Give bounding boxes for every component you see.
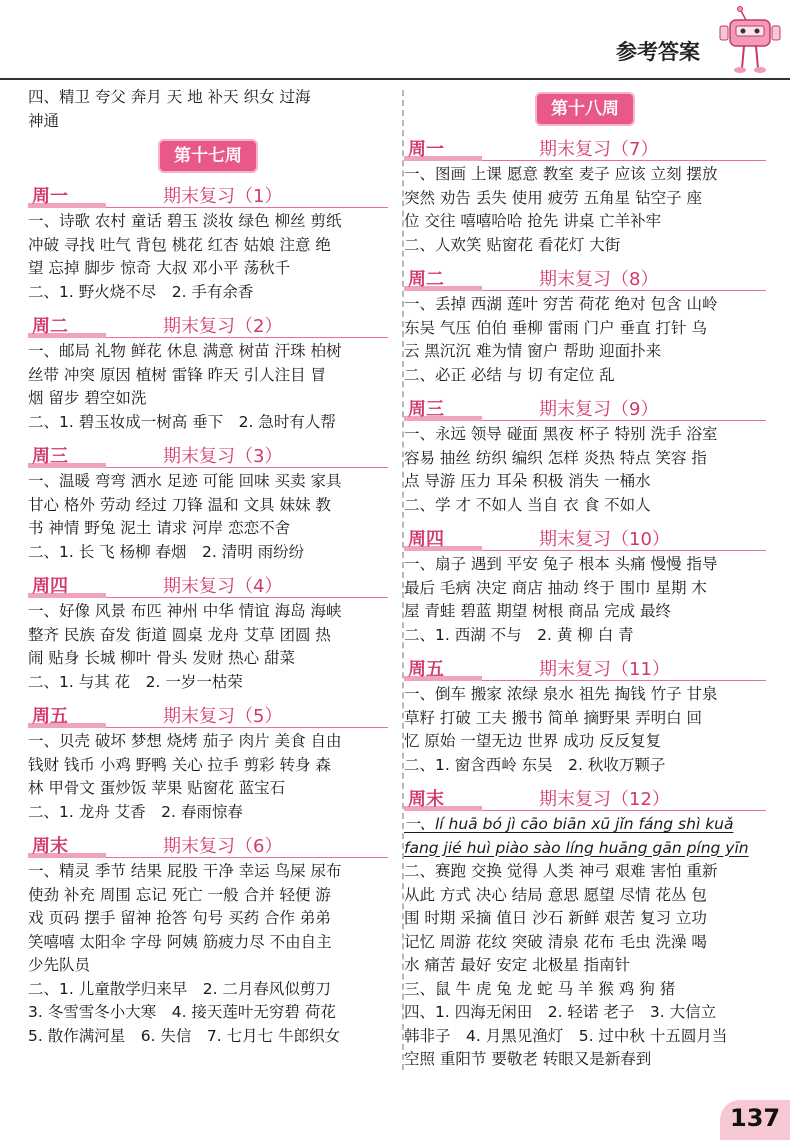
day-label: 周三 (32, 446, 68, 467)
answer-line: 位 交往 嘻嘻哈哈 抢先 讲桌 亡羊补牢 (404, 212, 662, 230)
answer-line: 四、精卫 夸父 奔月 天 地 补天 织女 过海 (28, 88, 311, 106)
answer-line: 书 神情 野兔 泥土 请求 河岸 恋恋不舍 (28, 519, 291, 537)
mascot-robot-icon (716, 6, 784, 76)
day-label: 周末 (32, 836, 68, 857)
answer-line: 三、鼠 牛 虎 兔 龙 蛇 马 羊 猴 鸡 狗 猪 (404, 979, 676, 998)
answer-line: 水 痛苦 最好 安定 北极星 指南针 (404, 956, 631, 974)
day-label: 周四 (408, 529, 444, 550)
header-rule (0, 78, 790, 80)
day-heading (404, 521, 766, 553)
answer-line: 神通 (28, 111, 60, 130)
day-heading (404, 781, 766, 813)
answer-line: 少先队员 (28, 956, 91, 974)
answer-line: 笑嘻嘻 太阳伞 字母 阿姨 筋疲力尽 不由自主 (28, 932, 332, 951)
answer-line: 草籽 打破 工夫 搬书 简单 摘野果 弄明白 回 (404, 708, 702, 727)
answer-line: 云 黑沉沉 难为情 窗户 帮助 迎面扑来 (404, 342, 662, 360)
answer-line: 甘心 格外 劳动 经过 刀锋 温和 文具 妹妹 教 (28, 495, 331, 514)
answer-line: 二、1. 窗含西岭 东吴 2. 秋收万颗子 (404, 755, 666, 774)
week-banner (28, 139, 388, 173)
answer-line: 一、倒车 搬家 浓绿 泉水 祖先 掏钱 竹子 甘泉 (404, 685, 718, 703)
answer-line: 二、学 才 不如人 当自 衣 食 不如人 (404, 495, 651, 514)
answer-line: 丝带 冲突 原因 植树 雷锋 昨天 引人注目 冒 (28, 365, 326, 384)
topic-label: 期末复习（1） (163, 186, 283, 207)
answer-line: 使劲 补充 周围 忘记 死亡 一般 合并 轻便 游 (28, 885, 331, 904)
answer-line: 突然 劝告 丢失 使用 疲劳 五角星 钻空子 座 (404, 188, 702, 207)
week-badge: 第十八周 (535, 92, 635, 126)
topic-label: 期末复习（9） (539, 399, 659, 420)
day-label: 周五 (408, 659, 444, 680)
day-label: 周五 (32, 706, 68, 727)
topic-label: 期末复习（10） (539, 529, 670, 550)
answer-line: 二、必正 必结 与 切 有定位 乱 (404, 365, 615, 384)
topic-label: 期末复习（6） (163, 836, 283, 857)
answer-line: 围 时期 采摘 值日 沙石 新鲜 艰苦 复习 立功 (404, 909, 707, 927)
answer-line: 二、1. 龙舟 艾香 2. 春雨惊春 (28, 802, 243, 821)
topic-label: 期末复习（4） (163, 576, 283, 597)
day-heading (404, 651, 766, 683)
day-heading (404, 391, 766, 423)
answer-line: 二、赛跑 交换 觉得 人类 神弓 艰难 害怕 重新 (404, 862, 718, 880)
answer-line: 容易 抽丝 纺织 编织 怎样 炎热 特点 笑容 指 (404, 448, 707, 467)
day-label: 周末 (408, 789, 444, 810)
answer-line: 一、精灵 季节 结果 屁股 干净 幸运 鸟屎 尿布 (28, 862, 342, 880)
day-label: 周一 (408, 139, 444, 160)
answer-line: 一、诗歌 农村 童话 碧玉 淡妆 绿色 柳丝 剪纸 (28, 212, 342, 230)
topic-label: 期末复习（12） (539, 789, 670, 810)
answer-line: 一、邮局 礼物 鲜花 休息 满意 树苗 汗珠 柏树 (28, 342, 342, 360)
answer-line: 一、温暖 弯弯 洒水 足迹 可能 回味 买卖 家具 (28, 472, 342, 490)
day-heading (404, 261, 766, 293)
answer-line: 二、1. 西湖 不与 2. 黄 柳 白 青 (404, 625, 634, 644)
day-heading (28, 828, 388, 860)
answer-line: 冲破 寻找 吐气 背包 桃花 红杏 姑娘 注意 绝 (28, 235, 331, 254)
page-header-title: 参考答案 (616, 40, 700, 64)
topic-label: 期末复习（8） (539, 269, 659, 290)
answer-line: 空照 重阳节 要敬老 转眼又是新春到 (404, 1050, 652, 1068)
answer-line: 韩非子 4. 月黑见渔灯 5. 过中秋 十五圆月当 (404, 1026, 728, 1045)
pinyin-answer-line: 一、lí huā bó jì cāo biān xū jǐn fáng shì kuǎ (404, 815, 734, 833)
right-column (404, 86, 766, 1072)
left-column (28, 86, 388, 1048)
answer-line: 3. 冬雪雪冬小大寒 4. 接天莲叶无穷碧 荷花 (28, 1003, 336, 1021)
answer-line: 二、人欢笑 贴窗花 看花灯 大街 (404, 235, 621, 254)
page-number: 137 (730, 1104, 781, 1132)
answer-line: 二、1. 儿童散学归来早 2. 二月春风似剪刀 (28, 979, 331, 998)
day-label: 周二 (32, 316, 68, 337)
day-heading (28, 698, 388, 730)
answer-line: 5. 散作满河星 6. 失信 7. 七月七 牛郎织女 (28, 1026, 341, 1045)
topic-label: 期末复习（5） (163, 706, 283, 727)
topic-label: 期末复习（11） (539, 659, 670, 680)
answer-line: 记忆 周游 花纹 突破 清泉 花布 毛虫 洗澡 喝 (404, 932, 707, 951)
answer-line: 最后 毛病 决定 商店 抽动 终于 围巾 星期 木 (404, 578, 707, 597)
answer-line: 望 忘掉 脚步 惊奇 大叔 邓小平 荡秋千 (28, 259, 291, 277)
answer-line: 东吴 气压 伯伯 垂柳 雷雨 门户 垂直 打针 乌 (404, 318, 707, 337)
topic-label: 期末复习（2） (163, 316, 283, 337)
day-heading (28, 178, 388, 210)
answer-line: 一、扇子 遇到 平安 兔子 根本 头痛 慢慢 指导 (404, 555, 718, 573)
day-label: 周二 (408, 269, 444, 290)
answer-line: 一、永远 领导 碰面 黑夜 杯子 特别 洗手 浴室 (404, 425, 718, 443)
week-badge: 第十七周 (158, 139, 258, 173)
answer-line: 从此 方式 决心 结局 意思 愿望 尽情 花丛 包 (404, 885, 707, 904)
day-heading (28, 568, 388, 600)
topic-label: 期末复习（3） (163, 446, 283, 467)
answer-line: 一、图画 上课 愿意 教室 麦子 应该 立刻 摆放 (404, 165, 718, 183)
answer-line: 屋 青蛙 碧蓝 期望 树根 商品 完成 最终 (404, 602, 671, 620)
answer-line: 忆 原始 一望无边 世界 成功 反反复复 (404, 732, 662, 750)
answer-line: 一、贝壳 破坏 梦想 烧烤 茄子 肉片 美食 自由 (28, 732, 342, 750)
answer-line: 四、1. 四海无闲田 2. 轻诺 老子 3. 大信立 (404, 1003, 717, 1021)
day-heading (404, 131, 766, 163)
answer-line: 闹 贴身 长城 柳叶 骨头 发财 热心 甜菜 (28, 649, 295, 667)
answer-line: 钱财 钱币 小鸡 野鸭 关心 拉手 剪彩 转身 森 (28, 755, 331, 774)
page-number-tab (720, 1100, 790, 1140)
answer-line: 二、1. 长 飞 杨柳 春烟 2. 清明 雨纷纷 (28, 542, 305, 561)
day-heading (28, 308, 388, 340)
answer-line: 点 导游 压力 耳朵 积极 消失 一桶水 (404, 472, 651, 490)
day-label: 周四 (32, 576, 68, 597)
topic-label: 期末复习（7） (539, 139, 659, 160)
answer-line: 戏 页码 摆手 留神 抢答 句号 买药 合作 弟弟 (28, 909, 331, 927)
answer-line: 二、1. 碧玉妆成一树高 垂下 2. 急时有人帮 (28, 412, 336, 431)
answer-line: 一、好像 风景 布匹 神州 中华 情谊 海岛 海峡 (28, 602, 342, 620)
answer-line: 二、1. 与其 花 2. 一岁一枯荣 (28, 672, 243, 691)
answer-line: 一、丢掉 西湖 莲叶 穷苦 荷花 绝对 包含 山岭 (404, 295, 718, 313)
day-label: 周一 (32, 186, 68, 207)
day-heading (28, 438, 388, 470)
day-label: 周三 (408, 399, 444, 420)
week-banner (404, 92, 766, 126)
answer-line: 林 甲骨文 蛋炒饭 苹果 贴窗花 蓝宝石 (28, 779, 286, 797)
pinyin-answer-line: fang jié huì piào sào líng huāng gān píng yīn (404, 838, 749, 857)
answer-line: 烟 留步 碧空如洗 (28, 389, 147, 407)
answer-line: 整齐 民族 奋发 街道 圆桌 龙舟 艾草 团圆 热 (28, 625, 331, 644)
answer-line: 二、1. 野火烧不尽 2. 手有余香 (28, 282, 254, 301)
